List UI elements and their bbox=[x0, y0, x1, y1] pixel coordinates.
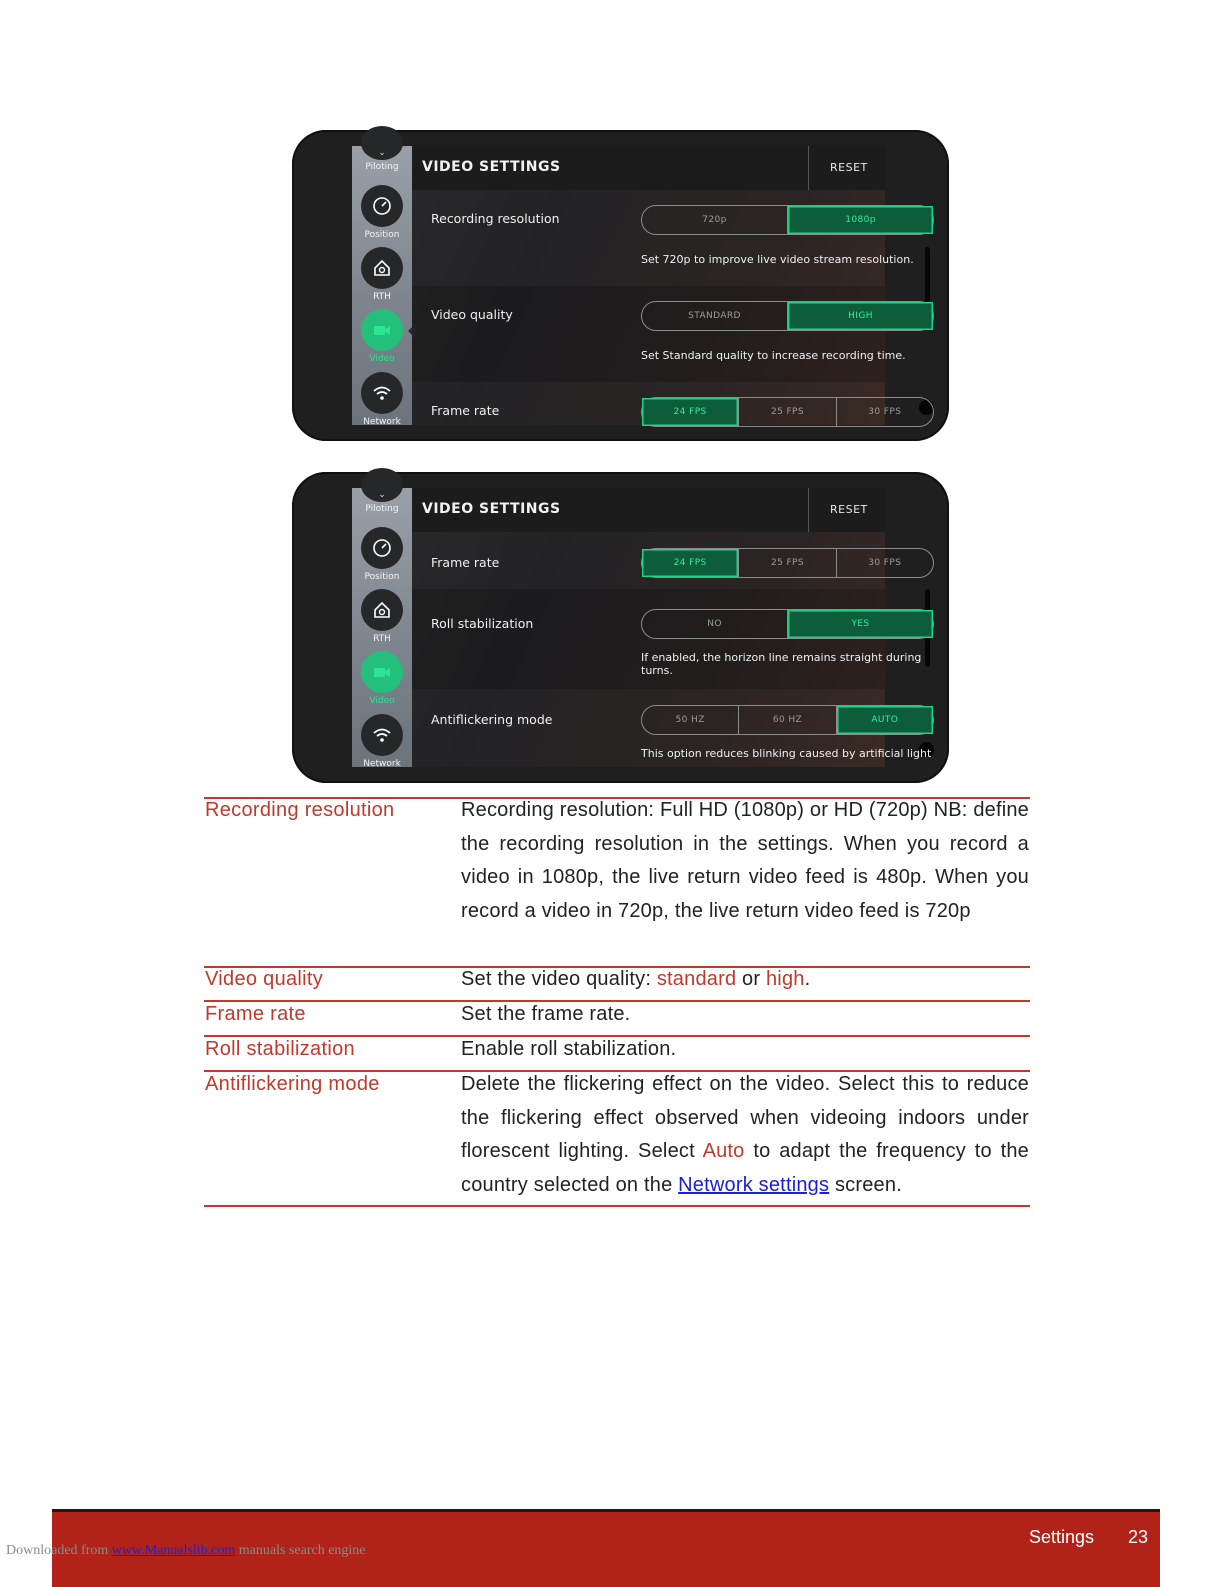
reset-button[interactable]: RESET bbox=[830, 161, 868, 174]
option-25fps[interactable]: 25 FPS bbox=[738, 549, 835, 577]
home-return-icon bbox=[361, 247, 403, 289]
table-rule bbox=[204, 1205, 1030, 1207]
term-video-quality: Video quality bbox=[205, 968, 324, 990]
setting-label: Antiflickering mode bbox=[431, 712, 553, 727]
sidebar-item-label: Position bbox=[364, 572, 400, 582]
option-standard-text: standard bbox=[656, 968, 737, 990]
video-settings-screen-2 bbox=[352, 488, 932, 769]
setting-hint: If enabled, the horizon line remains straight during turns. bbox=[641, 651, 922, 677]
setting-label: Frame rate bbox=[431, 403, 500, 418]
wifi-icon bbox=[361, 714, 403, 756]
sidebar-item-rth[interactable] bbox=[352, 589, 412, 644]
home-return-icon bbox=[361, 589, 403, 631]
setting-row-recording-resolution bbox=[412, 190, 914, 286]
header-divider bbox=[808, 146, 809, 190]
desc-roll-stabilization: Enable roll stabilization. bbox=[461, 1038, 677, 1060]
option-24fps[interactable]: 24 FPS bbox=[642, 549, 738, 577]
reset-button[interactable]: RESET bbox=[830, 503, 868, 516]
settings-sidebar bbox=[352, 146, 412, 425]
sidebar-item-label: Position bbox=[364, 230, 400, 240]
desc-text: Set the video quality: bbox=[461, 968, 657, 990]
setting-label: Recording resolution bbox=[431, 211, 560, 226]
sidebar-scroll-up[interactable]: ⌄ bbox=[361, 126, 403, 160]
settings-header bbox=[412, 488, 885, 532]
settings-header bbox=[412, 146, 885, 190]
option-720p[interactable]: 720p bbox=[702, 215, 727, 225]
roll-toggle bbox=[641, 609, 934, 639]
setting-hint: This option reduces blinking caused by artificial light bbox=[641, 747, 932, 760]
term-frame-rate: Frame rate bbox=[205, 1003, 306, 1025]
desc-text: Delete the flickering effect on the video. Select this to reduce the flickering effect observed when videoing indoors under florescent lighting. Select bbox=[461, 1073, 1029, 1163]
footer-section-title: Settings bbox=[1029, 1527, 1095, 1547]
phone-screenshot-1 bbox=[292, 130, 949, 441]
desc-video-quality bbox=[461, 963, 1029, 997]
setting-row-antiflickering bbox=[412, 689, 932, 767]
setting-row-roll-stabilization bbox=[412, 589, 922, 689]
sidebar-item-position[interactable] bbox=[352, 185, 412, 240]
option-30fps[interactable]: 30 FPS bbox=[836, 549, 933, 577]
option-60hz[interactable]: 60 HZ bbox=[738, 706, 835, 734]
sidebar-item-label: Video bbox=[369, 696, 395, 706]
option-24fps[interactable]: 24 FPS bbox=[642, 398, 738, 426]
sidebar-item-label: RTH bbox=[373, 634, 391, 644]
term-roll-stabilization: Roll stabilization bbox=[205, 1038, 355, 1060]
video-settings-screen-1 bbox=[352, 146, 914, 427]
setting-hint: Set Standard quality to increase recording time. bbox=[641, 349, 906, 362]
desc-text: . bbox=[804, 968, 811, 990]
setting-label: Frame rate bbox=[431, 555, 500, 570]
manualslib-link[interactable]: www.Manualslib.com bbox=[111, 1543, 236, 1558]
desc-text: screen. bbox=[829, 1173, 902, 1196]
frame-rate-toggle bbox=[641, 397, 934, 427]
settings-sidebar bbox=[352, 488, 412, 767]
sidebar-item-label[interactable]: Piloting bbox=[365, 162, 399, 172]
page-number: 23 bbox=[1128, 1527, 1149, 1547]
sidebar-item-position[interactable] bbox=[352, 527, 412, 582]
setting-row-frame-rate bbox=[412, 532, 902, 589]
download-notice bbox=[6, 1543, 366, 1559]
antiflicker-toggle bbox=[641, 705, 934, 735]
desc-frame-rate: Set the frame rate. bbox=[461, 1003, 631, 1025]
sidebar-item-video[interactable] bbox=[352, 651, 412, 706]
download-prefix: Downloaded from bbox=[6, 1543, 112, 1558]
option-1080p[interactable]: 1080p bbox=[787, 206, 933, 234]
video-camera-icon bbox=[361, 309, 403, 351]
option-yes[interactable]: YES bbox=[787, 610, 933, 638]
setting-hint: Set 720p to improve live video stream resolution. bbox=[641, 253, 914, 266]
video-camera-icon bbox=[361, 651, 403, 693]
option-high-text: high bbox=[765, 968, 805, 990]
page-title: VIDEO SETTINGS bbox=[422, 159, 561, 175]
header-divider bbox=[808, 488, 809, 532]
sidebar-item-label: Network bbox=[363, 759, 401, 769]
sidebar-item-label: Video bbox=[369, 354, 395, 364]
resolution-toggle bbox=[641, 205, 934, 235]
desc-text: to adapt the frequency to the country selected on the bbox=[461, 1140, 1030, 1196]
network-settings-link[interactable]: Network settings bbox=[678, 1173, 830, 1196]
option-standard[interactable]: STANDARD bbox=[688, 311, 741, 321]
download-suffix: manuals search engine bbox=[235, 1543, 366, 1558]
option-25fps[interactable]: 25 FPS bbox=[738, 398, 835, 426]
phone-screenshot-2 bbox=[292, 472, 949, 783]
term-antiflickering-mode: Antiflickering mode bbox=[205, 1073, 380, 1095]
wifi-icon bbox=[361, 372, 403, 414]
option-no[interactable]: NO bbox=[707, 619, 722, 629]
page-title: VIDEO SETTINGS bbox=[422, 501, 561, 517]
gauge-icon bbox=[361, 527, 403, 569]
sidebar-item-label: Network bbox=[363, 417, 401, 427]
setting-row-video-quality bbox=[412, 286, 906, 382]
sidebar-item-label[interactable]: Piloting bbox=[365, 504, 399, 514]
sidebar-item-video[interactable] bbox=[352, 309, 412, 364]
term-recording-resolution: Recording resolution bbox=[205, 799, 395, 821]
option-50hz[interactable]: 50 HZ bbox=[675, 715, 705, 725]
desc-text: or bbox=[736, 968, 766, 990]
sidebar-item-rth[interactable] bbox=[352, 247, 412, 302]
option-30fps[interactable]: 30 FPS bbox=[836, 398, 933, 426]
frame-rate-toggle bbox=[641, 548, 934, 578]
auto-text: Auto bbox=[702, 1140, 745, 1163]
sidebar-item-label: RTH bbox=[373, 292, 391, 302]
desc-recording-resolution: Recording resolution: Full HD (1080p) or HD (720p) NB: define the recording resolution in the settings. When you record a video in 1080p, the live return video feed is 480p. When you record a video in 720p, the live return video feed is 720p bbox=[461, 799, 1030, 922]
sidebar-scroll-up[interactable]: ⌄ bbox=[361, 468, 403, 502]
desc-antiflickering-mode bbox=[461, 1068, 1029, 1202]
sidebar-item-network[interactable] bbox=[352, 372, 412, 427]
option-high[interactable]: HIGH bbox=[787, 302, 933, 330]
option-auto[interactable]: AUTO bbox=[836, 706, 933, 734]
gauge-icon bbox=[361, 185, 403, 227]
setting-row-frame-rate bbox=[412, 382, 902, 425]
setting-label: Roll stabilization bbox=[431, 616, 534, 631]
quality-toggle bbox=[641, 301, 934, 331]
sidebar-item-network[interactable] bbox=[352, 714, 412, 769]
setting-label: Video quality bbox=[431, 307, 513, 322]
